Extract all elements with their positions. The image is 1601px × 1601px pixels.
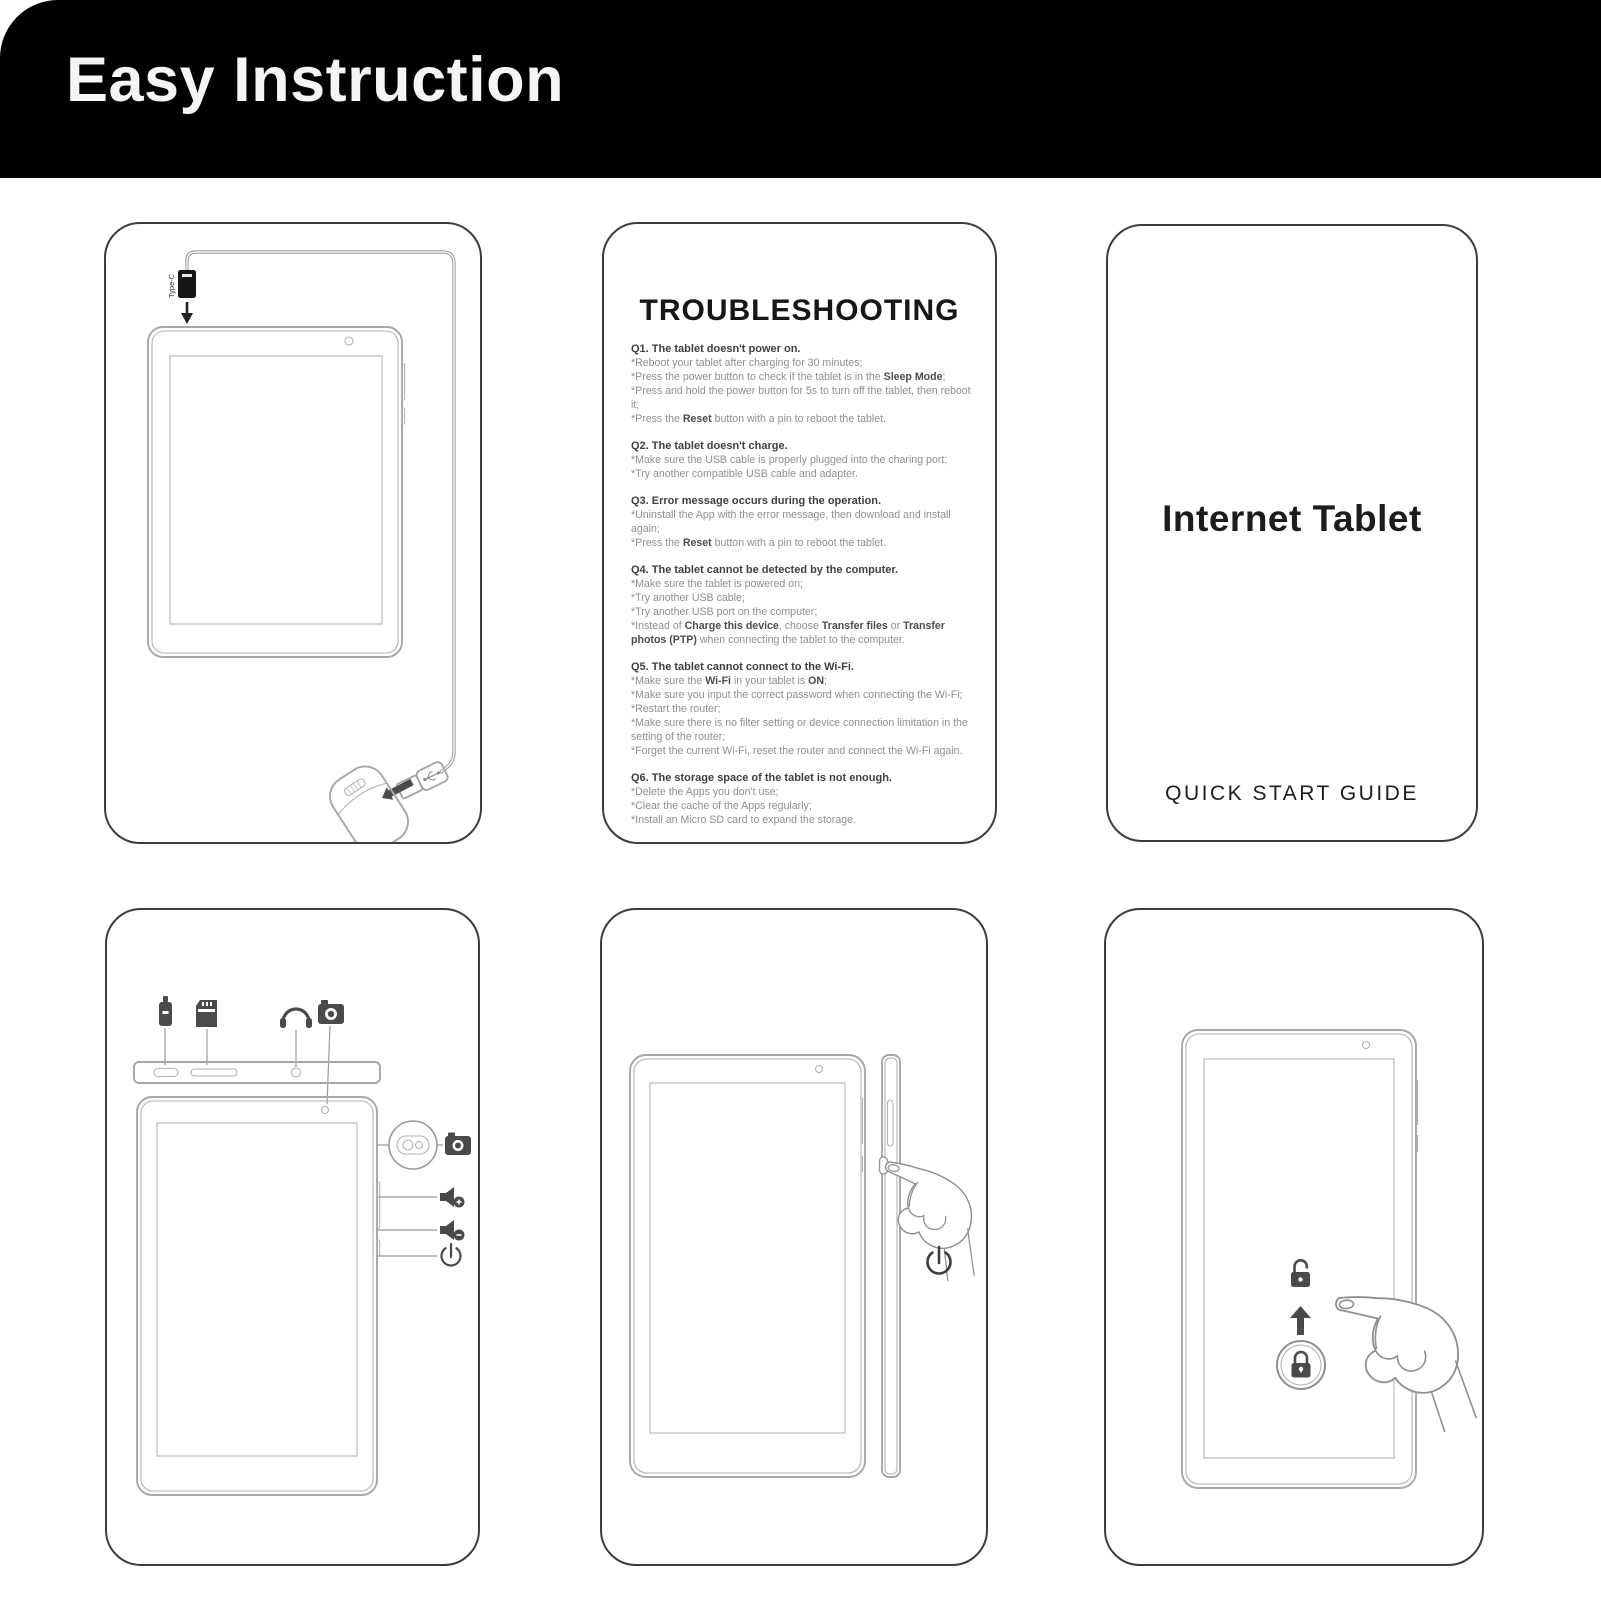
camera-icon xyxy=(318,1000,344,1024)
leader-lines-top xyxy=(165,1026,330,1104)
power-icon xyxy=(928,1247,951,1274)
micro-sd-card-icon xyxy=(196,1000,217,1027)
faq-answer-line: *Clear the cache of the Apps regularly; xyxy=(631,800,812,812)
arrow-up-icon xyxy=(1290,1306,1311,1335)
faq-answer-line: *Uninstall the App with the error message, then download and install again; xyxy=(631,509,951,535)
faq-answer-line: *Instead of Charge this device, choose Transfer files or Transfer photos (PTP) when connecting the tablet to the computer. xyxy=(631,620,945,646)
tablet-top-edge xyxy=(134,1062,380,1083)
faq-answer-line: *Try another compatible USB cable and adapter. xyxy=(631,468,858,480)
tablet-front-outline xyxy=(1182,1030,1418,1488)
faq-answer-line: *Make sure you input the correct password when connecting the Wi-Fi; xyxy=(631,689,963,701)
faq-section xyxy=(631,439,973,481)
usb-a-plug-icon xyxy=(395,760,449,801)
cover-title: Internet Tablet xyxy=(1162,498,1422,539)
panel-unlock xyxy=(1104,908,1484,1566)
power-illustration xyxy=(602,910,986,1564)
type-c-connector-icon xyxy=(167,270,196,298)
pressing-hand xyxy=(860,1159,986,1287)
ports-illustration xyxy=(107,910,478,1564)
troubleshooting-title: TROUBLESHOOTING xyxy=(639,294,960,327)
faq-answer-line: *Press the power button to check if the tablet is in the Sleep Mode; xyxy=(631,371,946,383)
faq-answer-line: *Try another USB port on the computer; xyxy=(631,606,818,618)
faq-question: Q5. The tablet cannot connect to the Wi-Fi. xyxy=(631,661,854,673)
tablet-front-outline xyxy=(148,327,405,657)
charging-illustration xyxy=(106,224,480,842)
power-icon xyxy=(442,1244,461,1265)
faq-answer-line: *Make sure the Wi-Fi in your tablet is ON; xyxy=(631,675,827,687)
panel-ports xyxy=(105,908,480,1566)
faq-answer-line: *Try another USB cable; xyxy=(631,592,745,604)
faq-answer-line: *Delete the Apps you don't use; xyxy=(631,786,779,798)
faq-answer-line: *Press the Reset button with a pin to reboot the tablet. xyxy=(631,537,887,549)
down-arrow-icon xyxy=(181,302,193,324)
front-camera-magnifier xyxy=(377,1121,443,1169)
panel-troubleshooting xyxy=(602,222,997,844)
panel-cover xyxy=(1106,224,1478,842)
troubleshooting-sections xyxy=(604,342,995,827)
headphones-icon xyxy=(280,1009,312,1028)
pointing-hand xyxy=(1328,1295,1482,1433)
faq-section xyxy=(631,771,973,827)
faq-question: Q6. The storage space of the tablet is not enough. xyxy=(631,772,892,784)
tablet-front-outline xyxy=(137,1097,380,1495)
faq-answer-line: *Forget the current Wi-Fi, reset the router and connect the Wi-Fi again. xyxy=(631,745,963,757)
faq-answer-line: *Press the Reset button with a pin to reboot the tablet. xyxy=(631,413,887,425)
faq-section xyxy=(631,660,973,758)
front-camera-dot xyxy=(345,337,353,345)
sd-card-slot xyxy=(191,1069,237,1076)
cover-subtitle: QUICK START GUIDE xyxy=(1165,782,1419,805)
usb-cable-icon xyxy=(159,996,172,1026)
headphone-jack xyxy=(292,1068,301,1077)
volume-down-icon xyxy=(440,1220,465,1241)
faq-question: Q1. The tablet doesn't power on. xyxy=(631,343,801,355)
page-title: Easy Instruction xyxy=(66,45,565,115)
tablet-side-view xyxy=(880,1055,901,1477)
faq-section xyxy=(631,563,973,647)
unlock-illustration xyxy=(1106,910,1482,1564)
panel-power xyxy=(600,908,988,1566)
front-camera-dot xyxy=(322,1107,329,1114)
panel-charging xyxy=(104,222,482,844)
header-bar xyxy=(0,0,1601,178)
wall-charger-icon xyxy=(322,759,422,842)
front-camera-dot xyxy=(1363,1042,1370,1049)
volume-rocker xyxy=(888,1100,894,1146)
faq-answer-line: *Make sure there is no filter setting or device connection limitation in the setting of the router; xyxy=(631,717,968,743)
usb-c-port xyxy=(154,1069,178,1077)
type-c-label: Type-C xyxy=(167,273,176,298)
faq-answer-line: *Restart the router; xyxy=(631,703,721,715)
faq-answer-line: *Make sure the tablet is powered on; xyxy=(631,578,803,590)
faq-section xyxy=(631,342,973,426)
faq-question: Q4. The tablet cannot be detected by the computer. xyxy=(631,564,899,576)
volume-up-icon xyxy=(440,1187,465,1208)
faq-question: Q3. Error message occurs during the operation. xyxy=(631,495,882,507)
faq-question: Q2. The tablet doesn't charge. xyxy=(631,440,788,452)
faq-section xyxy=(631,494,973,550)
front-camera-dot xyxy=(816,1066,823,1073)
unlock-open-icon xyxy=(1291,1260,1310,1287)
camera-icon xyxy=(445,1133,471,1156)
faq-answer-line: *Reboot your tablet after charging for 30 minutes; xyxy=(631,357,863,369)
faq-answer-line: *Press and hold the power button for 5s to turn off the tablet, then reboot it; xyxy=(631,385,971,411)
faq-answer-line: *Install an Micro SD card to expand the storage. xyxy=(631,814,856,826)
faq-answer-line: *Make sure the USB cable is properly plugged into the charing port; xyxy=(631,454,948,466)
tablet-front-outline xyxy=(630,1055,865,1477)
lock-circle-icon xyxy=(1277,1341,1325,1389)
usb-cable xyxy=(187,252,454,772)
